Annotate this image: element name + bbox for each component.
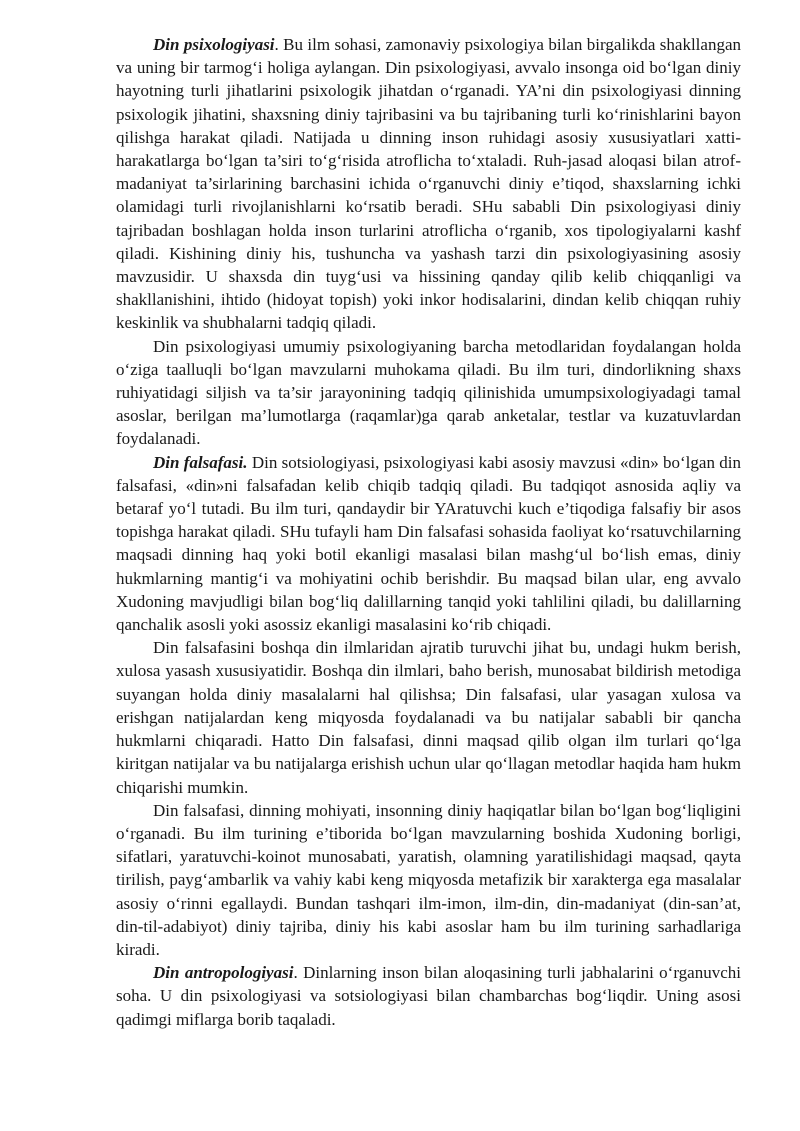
term-heading: Din antropologiyasi	[153, 963, 294, 983]
paragraph-text: Din falsafasi, dinning mohiyati, insonning diniy haqiqatlar bilan bo‘lgan bog‘liqligini o‘rganadi. Bu ilm turining e’tiborida bo‘lgan mavzularning boshida Xudoning borligi, sifatlari, yaratuvchi-koinot munosabati, yaratish, olamning yaratilishidagi maqsad, qayta tirilish, payg‘ambarlik va vahiy kabi keng miqyosda metafizik bir xarakterga ega masalalar asosiy o‘rinni egallaydi. Bundan tashqari ilm-imon, ilm-din, din-madaniyat (din-san’at, din-til-adabiyot) diniy tajriba, diniy his kabi asoslar ham bu ilm turining sarhadlariga kiradi.	[116, 800, 741, 959]
paragraph-text: Din psixologiyasi umumiy psixologiyaning barcha metodlaridan foydalangan holda o‘ziga taalluqli bo‘lgan mavzularni muhokama qiladi. Bu ilm turi, dindorlikning shaxs ruhiyatidagi siljish va ta’sir jarayonining tadqiq qilinishida umumpsixologiyadagi tamal asoslar, berilgan ma’lumotlarga (raqamlar)ga qarab anketalar, testlar va kuzatuvlardan foydalanadi.	[116, 336, 741, 449]
document-page	[116, 33, 741, 1031]
term-punctuation: .	[274, 35, 279, 54]
paragraph-text: Bu ilm sohasi, zamonaviy psixologiya bilan birgalikda shakllangan va uning bir tarmog‘i holiga aylangan. Din psixologiyasi, avvalo insonga oid bo‘lgan diniy hayotning turli jihatlarini psixologik jihatdan o‘rganadi. YA’ni din psixologiyasi dinning psixologik jihatini, shaxsning diniy tajribasini va bu tajribaning turli ko‘rinishlarini bayon qilishga harakat qiladi. Natijada u dinning inson ruhidagi asosiy xususiyatlari xatti-harakatlarga bo‘lgan ta’siri to‘g‘risida atroflicha to‘xtaladi. Ruh-jasad aloqasi bilan atrof-madaniyat ta’sirlarining barchasini ichida o‘rganuvchi diniy e’tiqod, shaxslarning ichki olamidagi turli rivojlanishlarni ko‘rsatib beradi. SHu sababli Din psixologiyasi diniy tajribadan boshlagan holda inson turlarini atroflicha o‘rganib, xos tipologiyalarni kashf qiladi. Kishining diniy his, tushuncha va yashash tarzi din psixologiyasining asosiy mavzusidir. U shaxsda din tuyg‘usi va hissining qanday qilib kelib chiqqanligi va shakllanishini, ihtido (hidoyat topish) yoki inkor hodisalarini, dindan kelib chiqqan ruhiy keskinlik va shubhalarni tadqiq qiladi.	[116, 35, 741, 333]
paragraph-din-psixologiyasi	[116, 33, 741, 335]
term-heading: Din falsafasi.	[153, 452, 248, 472]
term-heading: Din psixologiyasi	[153, 35, 275, 54]
paragraph-din-antropologiyasi	[116, 961, 741, 1031]
paragraph-din-falsafasi	[116, 451, 741, 637]
term-punctuation: .	[293, 963, 298, 983]
paragraph-text: Din sotsiologiyasi, psixologiyasi kabi asosiy mavzusi «din» bo‘lgan din falsafasi, «din»ni falsafadan kelib chiqib tadqiq qiladi. Bu tadqiqot asnosida aqliy va betaraf yo‘l tutadi. Bu ilm turi, qandaydir bir YAratuvchi kuch e’tiqodiga falsafiy bir asos topishga harakat qiladi. SHu tufayli ham Din falsafasi sohasida faoliyat ko‘rsatuvchilarning maqsadi dinning haq yoki botil ekanligi masalasi bilan mashg‘ul bo‘lish emas, diniy hukmlarning mantig‘i va mohiyatini ochib berishdir. Bu maqsad bilan ular, eng avvalo Xudoning mavjudligi bilan bog‘liq dalillarning tanqid yoki tahlilini qiladi, bu dalillarning qanchalik asosli yoki asossiz ekanligi masalasini ko‘rib chiqadi.	[116, 452, 741, 635]
paragraph-text: Dinlarning inson bilan aloqasining turli jabhalarini o‘rganuvchi soha. U din psixologiyasi va sotsiologiyasi bilan chambarchas bog‘liqdir. Uning asosi qadimgi miflarga borib taqaladi.	[116, 963, 741, 1029]
paragraph-text: Din falsafasini boshqa din ilmlaridan ajratib turuvchi jihat bu, undagi hukm berish, xulosa yasash xususiyatidir. Boshqa din ilmlari, baho berish, munosabat bildirish metodiga suyangan holda diniy masalalarni hal qilishsa; Din falsafasi, ular yasagan xulosa va erishgan natijalardan keng miqyosda foydalanadi va bu natijalar sababli bir qancha hukmlarni chiqaradi. Hatto Din falsafasi, dinni maqsad qilib olgan ilm turlari qo‘lga kiritgan natijalar va bu natijalarga erishish uchun ular qo‘llagan metodlar haqida ham hukm chiqarishi mumkin.	[116, 638, 741, 797]
